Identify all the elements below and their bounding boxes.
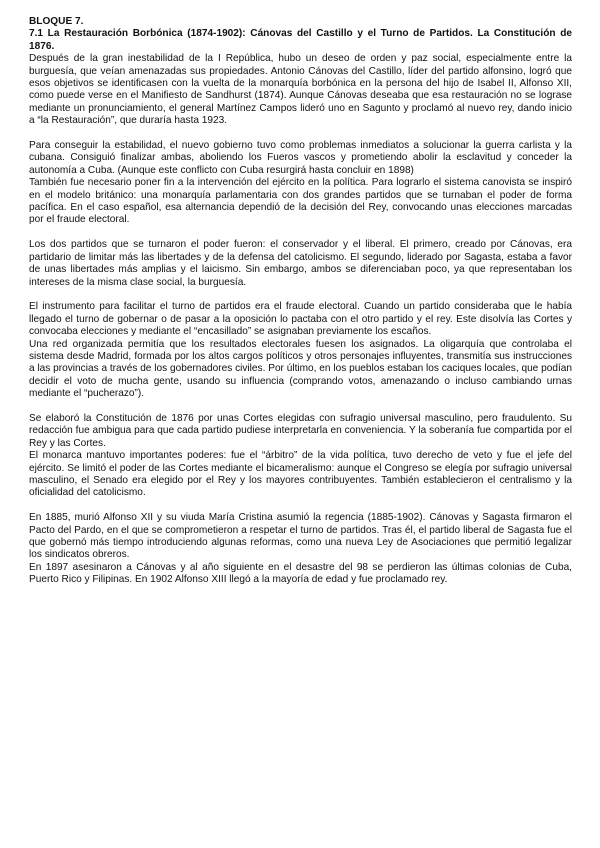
paragraph-gap [29,128,572,140]
paragraph-fraud: El instrumento para facilitar el turno de partidos era el fraude electoral. Cuando un partido consideraba que le había llegado el turno de gobernar o de pasar a la oposición lo pactaba con el otro partido y el rey. Este disolvía las Cortes y convocaba elecciones y mediante el “encasillado” se asignaban previamente los escaños. [29,301,572,338]
paragraph-monarch: El monarca mantuvo importantes poderes: fue el “árbitro” de la vida política, tuvo derecho de veto y fue el jefe del ejército. Se limitó el poder de las Cortes mediante el bicameralismo: aunque el Congreso se elegía por sufragio universal masculino, el Senado era elegido por el Rey y los mayores contribuyentes. También establecieron el centralismo y la oficialidad del catolicismo. [29,450,572,499]
section-title: 7.1 La Restauración Borbónica (1874-1902): Cánovas del Castillo y el Turno de Partidos. La Constitución de 1876. [29,28,572,52]
paragraph-gap [29,289,572,301]
paragraph-network: Una red organizada permitía que los resultados electorales fuesen los asignados. La oligarquía que controlaba el sistema desde Madrid, formada por los altos cargos políticos y otros personajes influyentes, transmitía sus instrucciones a las provincias a través de los gobernadores civiles. Por último, en los pueblos estaban los caciques locales, que podían decidir el voto de mucha gente, usando su influencia (comprando votos, amenazando o incluso cambiando urnas mediante el “pucherazo”). [29,338,572,400]
paragraph-gap [29,500,572,512]
paragraph-gap [29,227,572,239]
paragraph-parties: Los dos partidos que se turnaron el poder fueron: el conservador y el liberal. El primero, creado por Cánovas, era partidario de limitar más las libertades y de la defensa del catolicismo. El segundo, liderado por Sagasta, estaba a favor de unas libertades más amplias y el laicismo. Sin embargo, ambos se diferenciaban poco, ya que representaban los intereses de la misma clase social, la burguesía. [29,239,572,288]
paragraph-constitution: Se elaboró la Constitución de 1876 por unas Cortes elegidas con sufragio universal masculino, pero fraudulento. Su redacción fue ambigua para que cada partido pudiese interpretarla en conveniencia. Y la soberanía fue compartida por el Rey y las Cortes. [29,412,572,449]
paragraph-intro: Después de la gran inestabilidad de la I República, hubo un deseo de orden y paz social, especialmente entre la burguesía, que veían amenazadas sus propiedades. Antonio Cánovas del Castillo, líder del partido alfonsino, logró que esos objetivos se identificasen con la vuelta de la monarquía borbónica en la persona del hijo de Isabel II, Alfonso XII, como puede verse en el Manifiesto de Sandhurst (1874). Aunque Cánovas deseaba que esa restauración no se lograse mediante un pronunciamiento, el general Martínez Campos lideró uno en Sagunto y proclamó al nuevo rey, dando inicio a “la Restauración”, que duraría hasta 1923. [29,53,572,127]
paragraph-stability: Para conseguir la estabilidad, el nuevo gobierno tuvo como problemas inmediatos a solucionar la guerra carlista y la cubana. Consiguió finalizar ambas, aboliendo los Fueros vascos y prometiendo abolir la esclavitud y conceder la autonomía a Cuba. (Aunque este conflicto con Cuba resurgirá hasta concluir en 1898) [29,140,572,176]
paragraph-gap [29,401,572,413]
paragraph-army: También fue necesario poner fin a la intervención del ejército en la política. Para lograrlo el sistema canovista se inspiró en el modelo británico: una monarquía parlamentaria con dos grandes partidos que se turnaban el poder de forma pacífica. En el caso español, esa alternancia dependió de la decisión del Rey, convocando unas elecciones marcadas por el fraude electoral. [29,177,572,226]
block-title: BLOQUE 7. [29,16,84,27]
paragraph-regency: En 1885, murió Alfonso XII y su viuda María Cristina asumió la regencia (1885-1902). Cánovas y Sagasta firmaron el Pacto del Pardo, en el que se comprometieron a respetar el turno de partidos. Tras él, el partido liberal de Sagasta fue el que gobernó más tiempo introduciendo algunas reformas, como una nueva Ley de Asociaciones que permitió legalizar los sindicatos obreros. [29,512,572,561]
paragraph-disaster: En 1897 asesinaron a Cánovas y al año siguiente en el desastre del 98 se perdieron las últimas colonias de Cuba, Puerto Rico y Filipinas. En 1902 Alfonso XIII llegó a la mayoría de edad y fue proclamado rey. [29,561,572,586]
